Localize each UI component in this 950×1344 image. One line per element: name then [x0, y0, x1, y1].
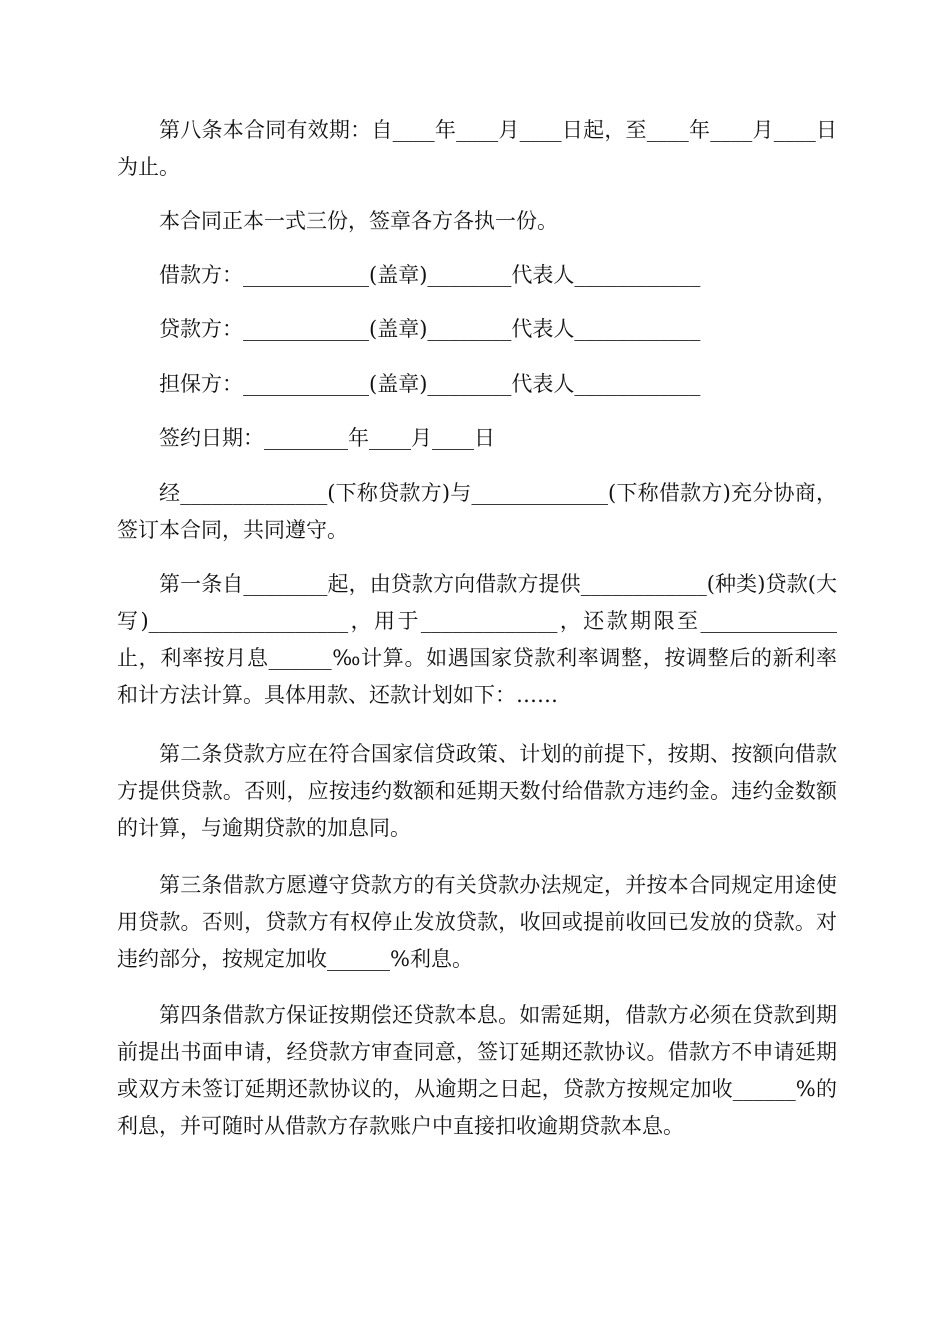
copies-statement: 本合同正本一式三份，签章各方各执一份。	[159, 209, 558, 233]
article-4-repayment: 第四条借款方保证按期偿还贷款本息。如需延期，借款方必须在贷款到期前提出书面申请，经贷款方审查同意，签订延期还款协议。借款方不申请延期或双方未签订延期还款协议的，从逾期之日起，贷款方按规定加收______%的利息，并可随时从借款方存款账户中直接扣收逾期贷款本息。	[117, 1003, 837, 1138]
article-1-loan-terms: 第一条自________起，由贷款方向借款方提供____________(种类)贷款(大写)___________________，用于_____________，还款期限至_____________止，利率按月息______‰计算。如遇国家贷款利率调整，按调整后的新利率和计方法计算。具体用款、还款计划如下：……	[117, 572, 837, 707]
article-2-lender-obligation: 第二条贷款方应在符合国家信贷政策、计划的前提下，按期、按额向借款方提供贷款。否则，应按违约数额和延期天数付给借款方违约金。违约金数额的计算，与逾期贷款的加息同。	[117, 742, 837, 840]
signing-date-line: 签约日期：________年____月____日	[159, 426, 495, 450]
borrower-signature-line: 借款方：____________(盖章)________代表人____________	[159, 263, 701, 287]
article-8-validity: 第八条本合同有效期：自____年____月____日起，至____年____月____日为止。	[117, 118, 837, 179]
contract-preamble: 经______________(下称贷款方)与_____________(下称借款方)充分协商，签订本合同，共同遵守。	[117, 481, 837, 542]
article-3-borrower-usage: 第三条借款方愿遵守贷款方的有关贷款办法规定，并按本合同规定用途使用贷款。否则，贷款方有权停止发放贷款，收回或提前收回已发放的贷款。对违约部分，按规定加收______%利息。	[117, 873, 837, 971]
lender-signature-line: 贷款方：____________(盖章)________代表人____________	[159, 317, 701, 341]
guarantor-signature-line: 担保方：____________(盖章)________代表人____________	[159, 372, 701, 396]
